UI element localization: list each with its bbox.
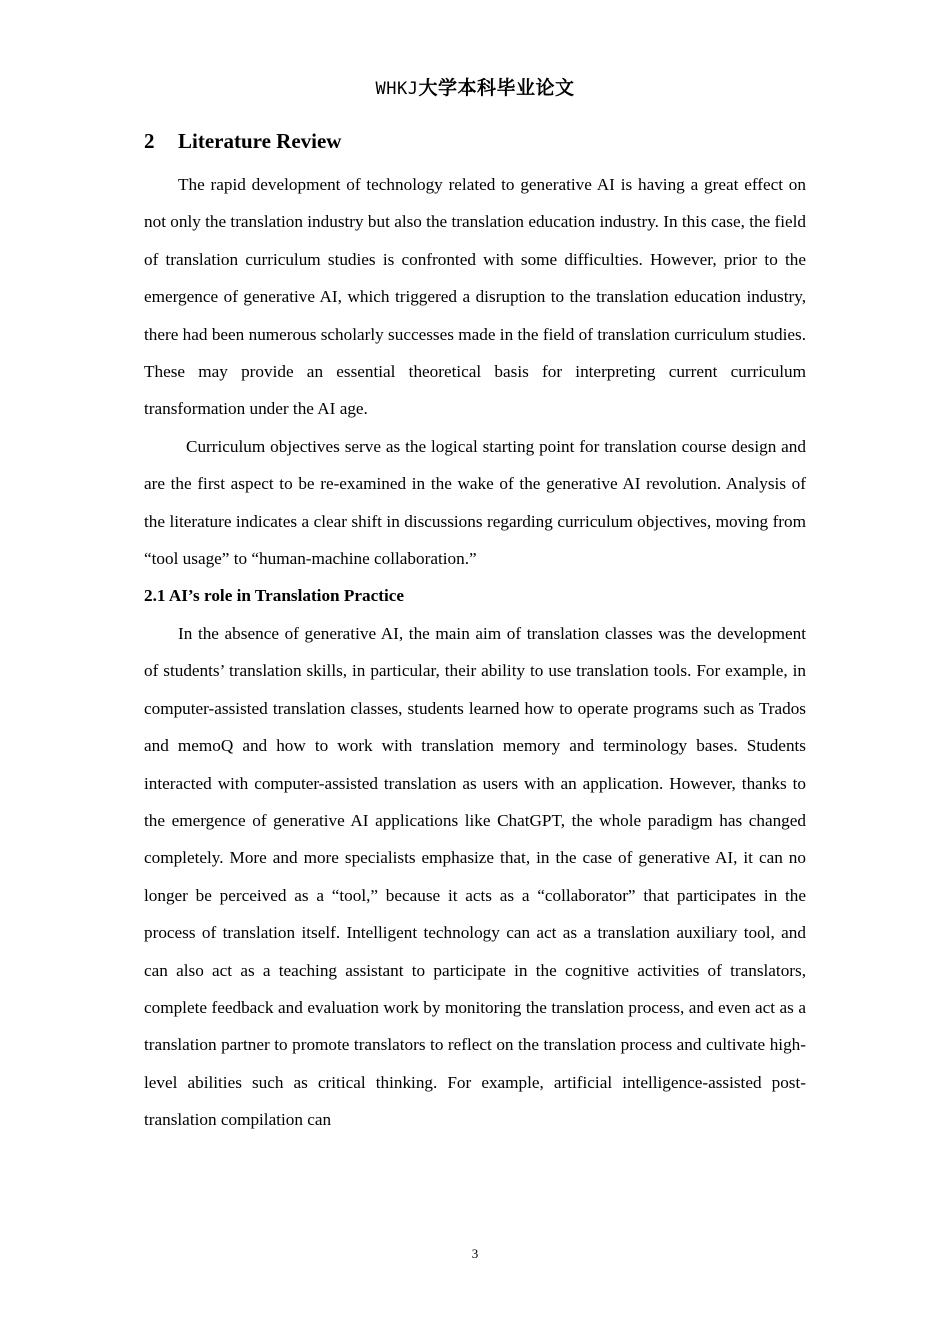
- page-number: 3: [471, 1246, 479, 1261]
- body-paragraph: The rapid development of technology related to generative AI is having a great effect on not only the translation industry but also the translation education industry. In this case, the field of translation curriculum studies is confronted with some difficulties. However, prior to the emergence of generative AI, which triggered a disruption to the translation education industry, there had been numerous scholarly successes made in the field of translation curriculum studies. These may provide an essential theoretical basis for interpreting current curriculum transformation under the AI age.: [144, 175, 806, 419]
- section-heading: 2.1 AI’s role in Translation Practice: [144, 586, 405, 606]
- running-header: [0, 76, 950, 101]
- body-paragraph: Curriculum objectives serve as the logical starting point for translation course design and are the first aspect to be re-examined in the wake of the generative AI revolution. Analysis of the literature indicates a clear shift in discussions regarding curriculum objectives, moving from “tool usage” to “human-machine collaboration.”: [144, 436, 806, 569]
- chapter-title: Literature Review: [178, 129, 342, 153]
- page-content: [144, 126, 806, 1139]
- chapter-heading: [144, 126, 806, 166]
- section-paragraph: In the absence of generative AI, the main aim of translation classes was the development of students’ translation skills, in particular, their ability to use translation tools. For example, in computer-assisted translation classes, students learned how to operate programs such as Trados and memoQ and how to work with translation memory and terminology bases. Students interacted with computer-assisted translation as users with an application. However, thanks to the emergence of generative AI applications like ChatGPT, the whole paradigm has changed completely. More and more specialists emphasize that, in the case of generative AI, it can no longer be perceived as a “tool,” because it acts as a “collaborator” that participates in the process of translation itself. Intelligent technology can act as a translation auxiliary tool, and can also act as a teaching assistant to participate in the cognitive activities of translators, complete feedback and evaluation work by monitoring the translation process, and even act as a translation partner to promote translators to reflect on the translation process and cultivate high-level abilities such as critical thinking. For example, artificial intelligence-assisted post-translation compilation can: [144, 623, 806, 1130]
- header-university-code: WHKJ: [375, 79, 419, 99]
- header-thesis-label: 大学本科毕业论文: [418, 77, 575, 99]
- chapter-number: 2: [144, 129, 155, 153]
